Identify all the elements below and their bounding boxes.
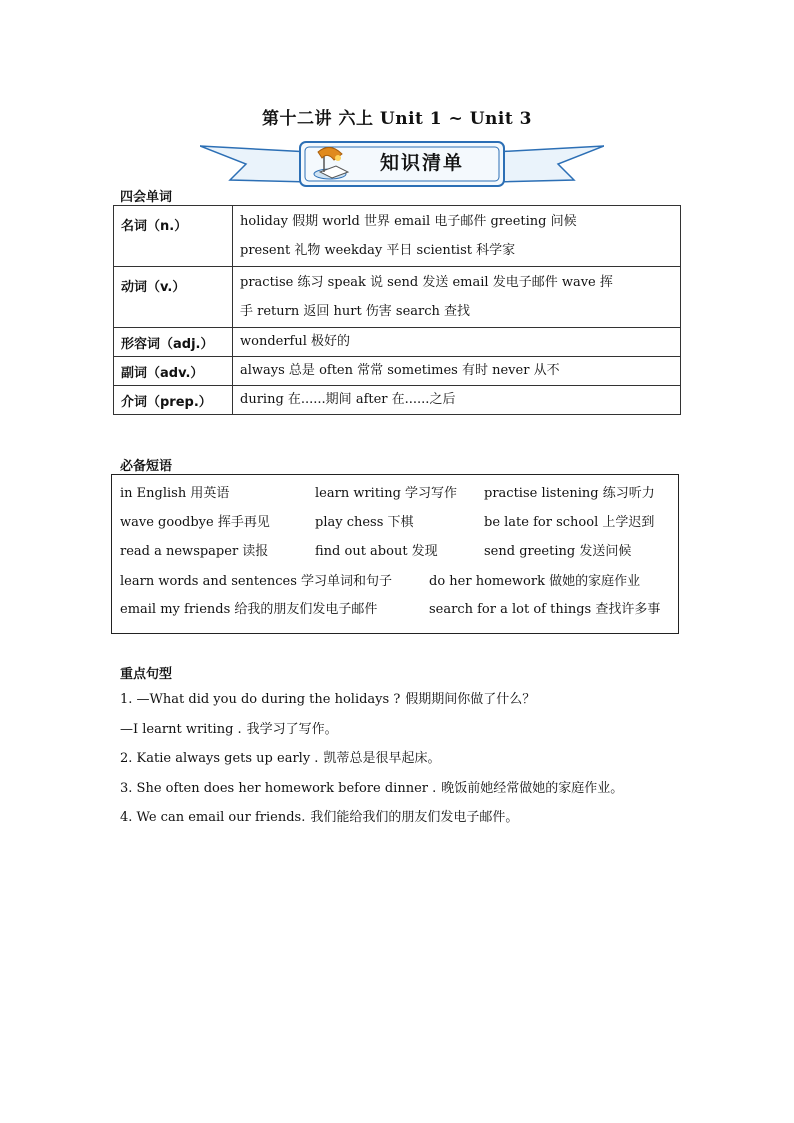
- phrase-row: [112, 599, 678, 621]
- vocab-words: [233, 328, 681, 357]
- phrase: in English 用英语: [120, 486, 230, 501]
- phrase: find out about 发现: [315, 544, 438, 559]
- sentences-heading: 重点句型: [120, 667, 173, 682]
- phrase: wave goodbye 挥手再见: [120, 515, 270, 530]
- sentence-item: [120, 806, 623, 836]
- sentence-en: 4. We can email our friends.: [120, 810, 306, 825]
- vocab-category: 副词（adv.）: [114, 357, 233, 386]
- vocab-line: practise 练习 speak 说 send 发送 email 发电子邮件 wave 挥: [240, 275, 613, 290]
- sentence-zh: 晚饭前她经常做她的家庭作业。: [441, 780, 624, 796]
- vocab-table: [113, 205, 681, 415]
- sentence-zh: 假期期间你做了什么？: [405, 692, 536, 707]
- phrase-row: [112, 512, 678, 534]
- phrase: email my friends 给我的朋友们发电子邮件: [120, 602, 378, 617]
- vocab-category: 形容词（adj.）: [114, 328, 233, 357]
- vocab-words: [233, 357, 681, 386]
- phrase: search for a lot of things 查找许多事: [429, 602, 661, 617]
- sentence-en: 2. Katie always gets up early .: [120, 751, 319, 766]
- phrase: be late for school 上学迟到: [484, 515, 655, 530]
- vocab-category: 动词（v.）: [114, 267, 233, 328]
- vocab-category: 介词（prep.）: [114, 386, 233, 415]
- vocab-words: [233, 206, 681, 267]
- phrase: learn words and sentences 学习单词和句子: [120, 574, 392, 589]
- banner-label: 知识清单: [380, 152, 465, 174]
- vocab-line: always 总是 often 常常 sometimes 有时 never 从不: [240, 363, 560, 378]
- sentence-en: 3. She often does her homework before dinner .: [120, 780, 437, 796]
- sentence-item: [120, 688, 623, 718]
- vocab-line: wonderful 极好的: [240, 334, 351, 349]
- vocab-heading: 四会单词: [120, 190, 173, 205]
- table-row: [114, 206, 681, 267]
- phrase-row: [112, 571, 678, 593]
- table-row: [114, 328, 681, 357]
- sentence-en: 1. —What did you do during the holidays ?: [120, 692, 401, 707]
- sentence-zh: 我们能给我们的朋友们发电子邮件。: [310, 810, 519, 825]
- vocab-line: 手 return 返回 hurt 伤害 search 查找: [240, 304, 471, 319]
- phrase-row: [112, 541, 678, 563]
- sentence-list: [120, 688, 623, 836]
- table-row: [114, 357, 681, 386]
- sentence-item: [120, 777, 623, 807]
- phrase: learn writing 学习写作: [315, 486, 458, 501]
- vocab-line: present 礼物 weekday 平日 scientist 科学家: [240, 243, 516, 258]
- phrases-box: [111, 474, 679, 634]
- phrase-row: [112, 483, 678, 505]
- vocab-category: 名词（n.）: [114, 206, 233, 267]
- phrase: play chess 下棋: [315, 515, 414, 530]
- vocab-words: [233, 386, 681, 415]
- phrase: do her homework 做她的家庭作业: [429, 574, 641, 589]
- sentence-zh: 凯蒂总是很早起床。: [323, 751, 441, 766]
- phrase: read a newspaper 读报: [120, 544, 269, 559]
- phrase: send greeting 发送问候: [484, 544, 632, 559]
- phrase: practise listening 练习听力: [484, 486, 655, 501]
- sentence-item: [120, 747, 623, 777]
- vocab-line: holiday 假期 world 世界 email 电子邮件 greeting 问候: [240, 214, 577, 229]
- sentence-en: —I learnt writing .: [120, 721, 242, 737]
- sentence-zh: 我学习了写作。: [246, 721, 338, 737]
- sentence-item: [120, 718, 623, 748]
- phrases-heading: 必备短语: [120, 459, 173, 474]
- table-row: [114, 386, 681, 415]
- page-title: 第十二讲 六上 Unit 1 ~ Unit 3: [262, 109, 532, 129]
- vocab-line: during 在......期间 after 在......之后: [240, 392, 456, 407]
- table-row: [114, 267, 681, 328]
- vocab-words: [233, 267, 681, 328]
